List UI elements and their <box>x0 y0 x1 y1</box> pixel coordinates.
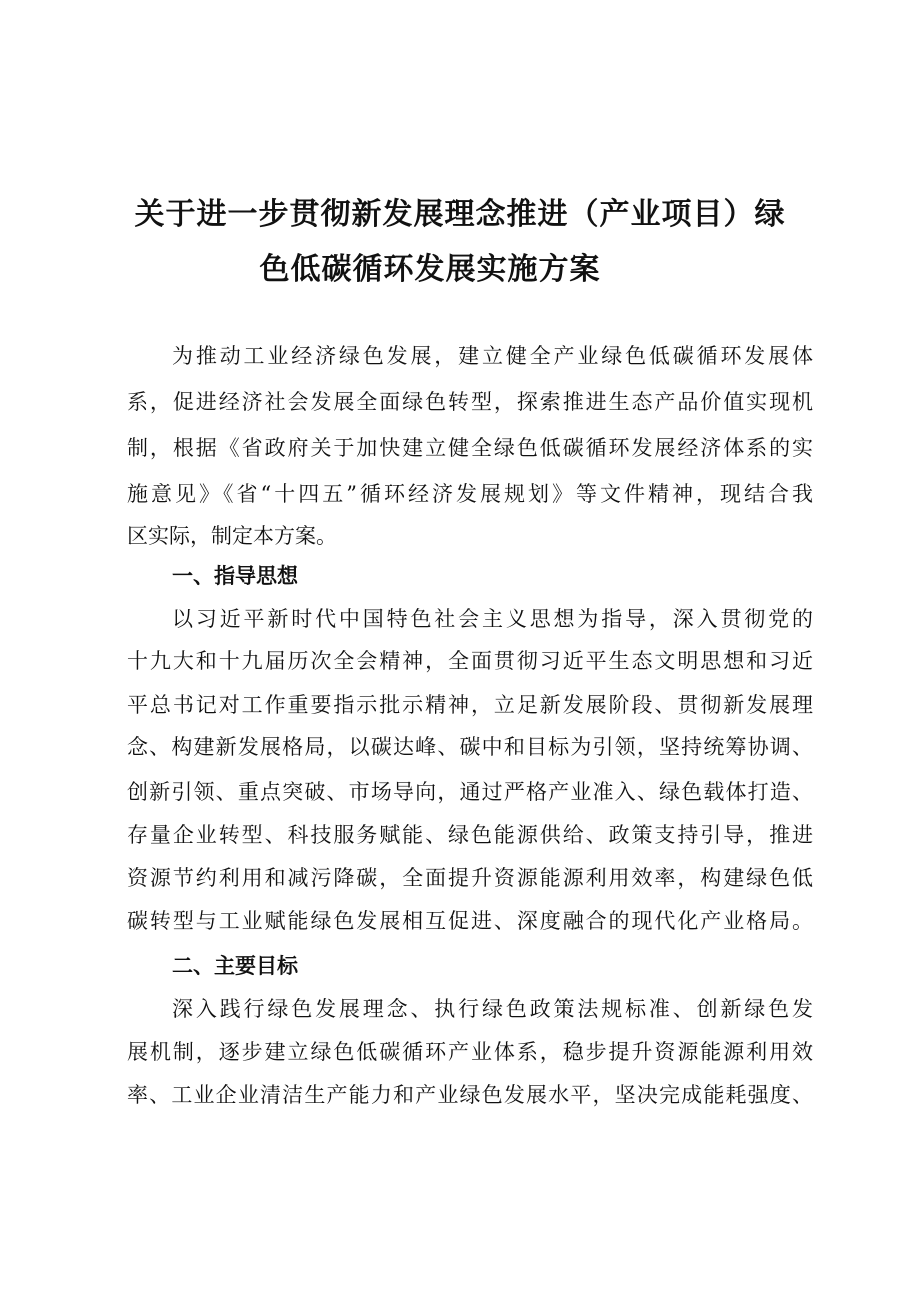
paragraph-line: 存量企业转型、科技服务赋能、绿色能源供给、政策支持引导，推进 <box>127 823 813 847</box>
intro-line: 施意见》《省“十四五”循环经济发展规划》等文件精神，现结合我 <box>127 482 813 506</box>
paragraph-line: 碳转型与工业赋能绿色发展相互促进、深度融合的现代化产业格局。 <box>127 909 813 933</box>
intro-line: 制，根据《省政府关于加快建立健全绿色低碳循环发展经济体系的实 <box>127 436 813 460</box>
paragraph-line: 念、构建新发展格局，以碳达峰、碳中和目标为引领，坚持统筹协调、 <box>127 735 813 759</box>
document-title-line-2: 色低碳循环发展实施方案 <box>259 252 601 287</box>
paragraph-line: 资源节约利用和减污降碳，全面提升资源能源利用效率，构建绿色低 <box>127 866 813 890</box>
intro-line: 区实际，制定本方案。 <box>127 524 337 548</box>
document-title-line-1: 关于进一步贯彻新发展理念推进（产业项目）绿 <box>134 197 786 232</box>
section-heading-main-goals: 二、主要目标 <box>172 954 298 978</box>
paragraph-line: 创新引领、重点突破、市场导向，通过严格产业准入、绿色载体打造、 <box>127 780 813 804</box>
paragraph-line: 平总书记对工作重要指示批示精神，立足新发展阶段、贯彻新发展理 <box>127 693 813 717</box>
paragraph-line: 十九大和十九届历次全会精神，全面贯彻习近平生态文明思想和习近 <box>127 649 813 673</box>
intro-line: 系，促进经济社会发展全面绿色转型，探索推进生态产品价值实现机 <box>127 390 813 414</box>
paragraph-line: 以习近平新时代中国特色社会主义思想为指导，深入贯彻党的 <box>172 607 813 631</box>
intro-line: 为推动工业经济绿色发展，建立健全产业绿色低碳循环发展体 <box>172 344 813 368</box>
section-heading-guiding-ideology: 一、指导思想 <box>172 564 298 588</box>
paragraph-line: 深入践行绿色发展理念、执行绿色政策法规标准、创新绿色发 <box>172 997 813 1021</box>
paragraph-line: 率、工业企业清洁生产能力和产业绿色发展水平，坚决完成能耗强度、 <box>127 1083 813 1107</box>
paragraph-line: 展机制，逐步建立绿色低碳循环产业体系，稳步提升资源能源利用效 <box>127 1040 813 1064</box>
